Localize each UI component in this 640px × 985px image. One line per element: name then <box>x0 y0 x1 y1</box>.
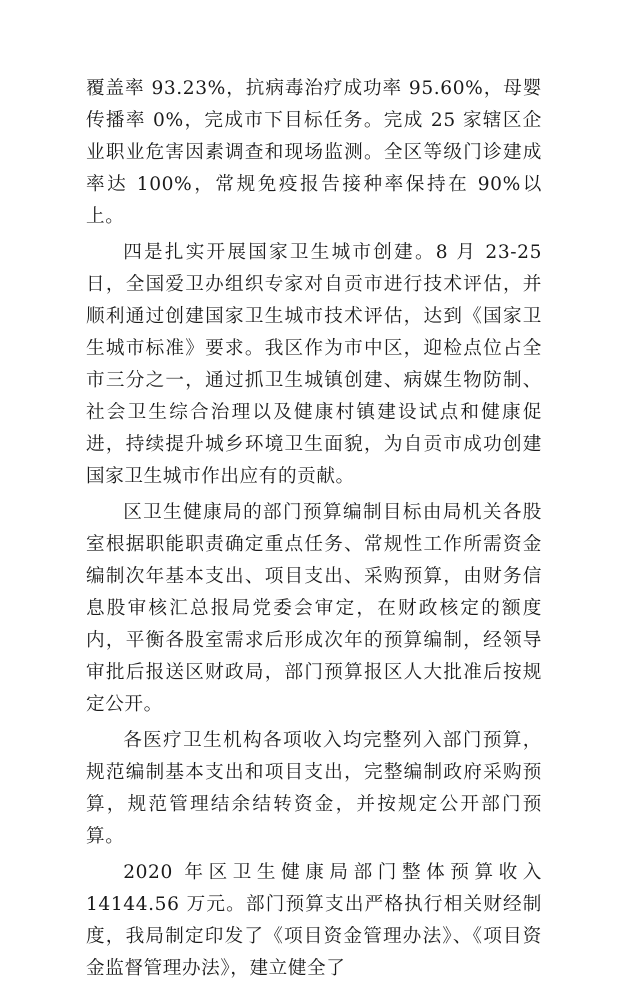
paragraph-medical-institutions-budget: 各医疗卫生机构各项收入均完整列入部门预算，规范编制基本支出和项目支出，完整编制政府采购预算，规范管理结余结转资金，并按规定公开部门预算。 <box>86 730 542 847</box>
paragraph-budget-compilation: 区卫生健康局的部门预算编制目标由局机关各股室根据职能职责确定重点任务、常规性工作所需资金编制次年基本支出、项目支出、采购预算，由财务信息股审核汇总报局党委会审定，在财政核定的额度内，平衡各股室需求后形成次年的预算编制，经领导审批后报送区财政局，部门预算报区人大批准后按规定公开。 <box>86 502 542 715</box>
paragraph-continuation: 覆盖率 93.23%，抗病毒治疗成功率 95.60%，母婴传播率 0%，完成市下目标任务。完成 25 家辖区企业职业危害因素调查和现场监测。全区等级门诊建成率达 100%，常规免疫报告接种率保持在 90%以上。 <box>86 78 542 227</box>
paragraph-2020-budget-revenue: 2020 年区卫生健康局部门整体预算收入 14144.56 万元。部门预算支出严格执行相关财经制度，我局制定印发了《项目资金管理办法》、《项目资金监督管理办法》，建立健全了 <box>86 862 542 979</box>
paragraph-health-city-creation: 四是扎实开展国家卫生城市创建。8 月 23-25 日，全国爱卫办组织专家对自贡市进行技术评估，并顺利通过创建国家卫生城市技术评估，达到《国家卫生城市标准》要求。我区作为市中区，迎检点位占全市三分之一，通过抓卫生城镇创建、病媒生物防制、社会卫生综合治理以及健康村镇建设试点和健康促进，持续提升城乡环境卫生面貌，为自贡市成功创建国家卫生城市作出应有的贡献。 <box>86 242 542 487</box>
